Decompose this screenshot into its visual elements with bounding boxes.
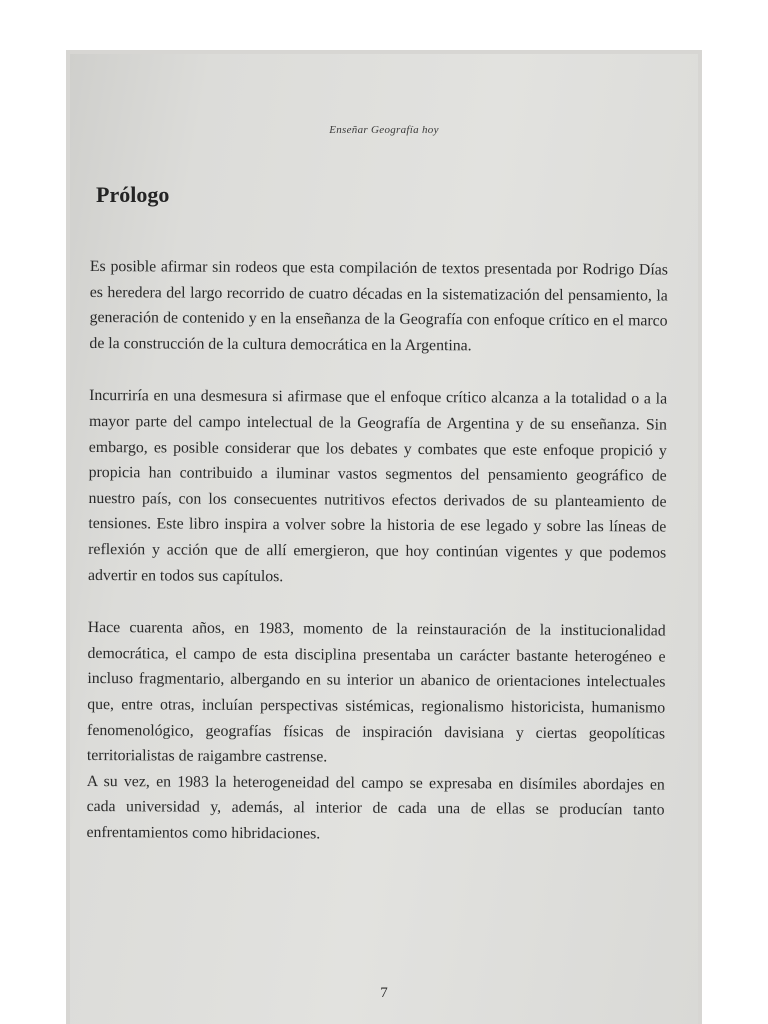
paragraph-4: A su vez, en 1983 la heterogeneidad del campo se expresaba en disímiles abordajes en cada universidad y, además, al interior de cada una de ellas se producían tanto enfrentamientos como hibridaciones. xyxy=(86,772,665,843)
page-number: 7 xyxy=(380,985,388,1001)
paragraph-2: Incurriría en una desmesura si afirmase que el enfoque crítico alcanza a la totalidad o a la mayor parte del campo intelectual de la Geografía de Argentina y de su enseñanza. Sin embargo, es posible considerar que los debates y combates que este enfoque propició y propicia han contribuido a iluminar vastos segmentos del pensamiento geográfico de nuestro país, con los consecuentes nutritivos efectos derivados de su planteamiento de tensiones. Este libro inspira a volver sobre la historia de ese legado y sobre las líneas de reflexión y acción que de allí emergieron, que hoy continúan vigentes y que podemos advertir en todos sus capítulos. xyxy=(87,387,668,585)
paragraph-1: Es posible afirmar sin rodeos que esta compilación de textos presentada por Rodrigo Días es heredera del largo recorrido de cuatro décadas en la sistematización del pensamiento, la generación de contenido y en la enseñanza de la Geografía con enfoque crítico en el marco de la construcción de la cultura democrática en la Argentina. xyxy=(89,257,668,355)
running-head: Enseñar Geografía hoy xyxy=(329,124,439,136)
book-page xyxy=(70,54,698,1024)
paragraph-3: Hace cuarenta años, en 1983, momento de la reinstauración de la institucionalidad democrática, el campo de esta disciplina presentaba un carácter bastante heterogéneo e incluso fragmentario, albergando en su interior un abanico de orientaciones intelectuales que, entre otras, incluían perspectivas sistémicas, regionalismo historicista, humanismo fenomenológico, geografías físicas de inspiración davisiana y ciertas geopolíticas territorialistas de raigambre castrense. xyxy=(86,619,666,766)
body-text xyxy=(86,254,668,849)
chapter-title: Prólogo xyxy=(96,182,170,207)
